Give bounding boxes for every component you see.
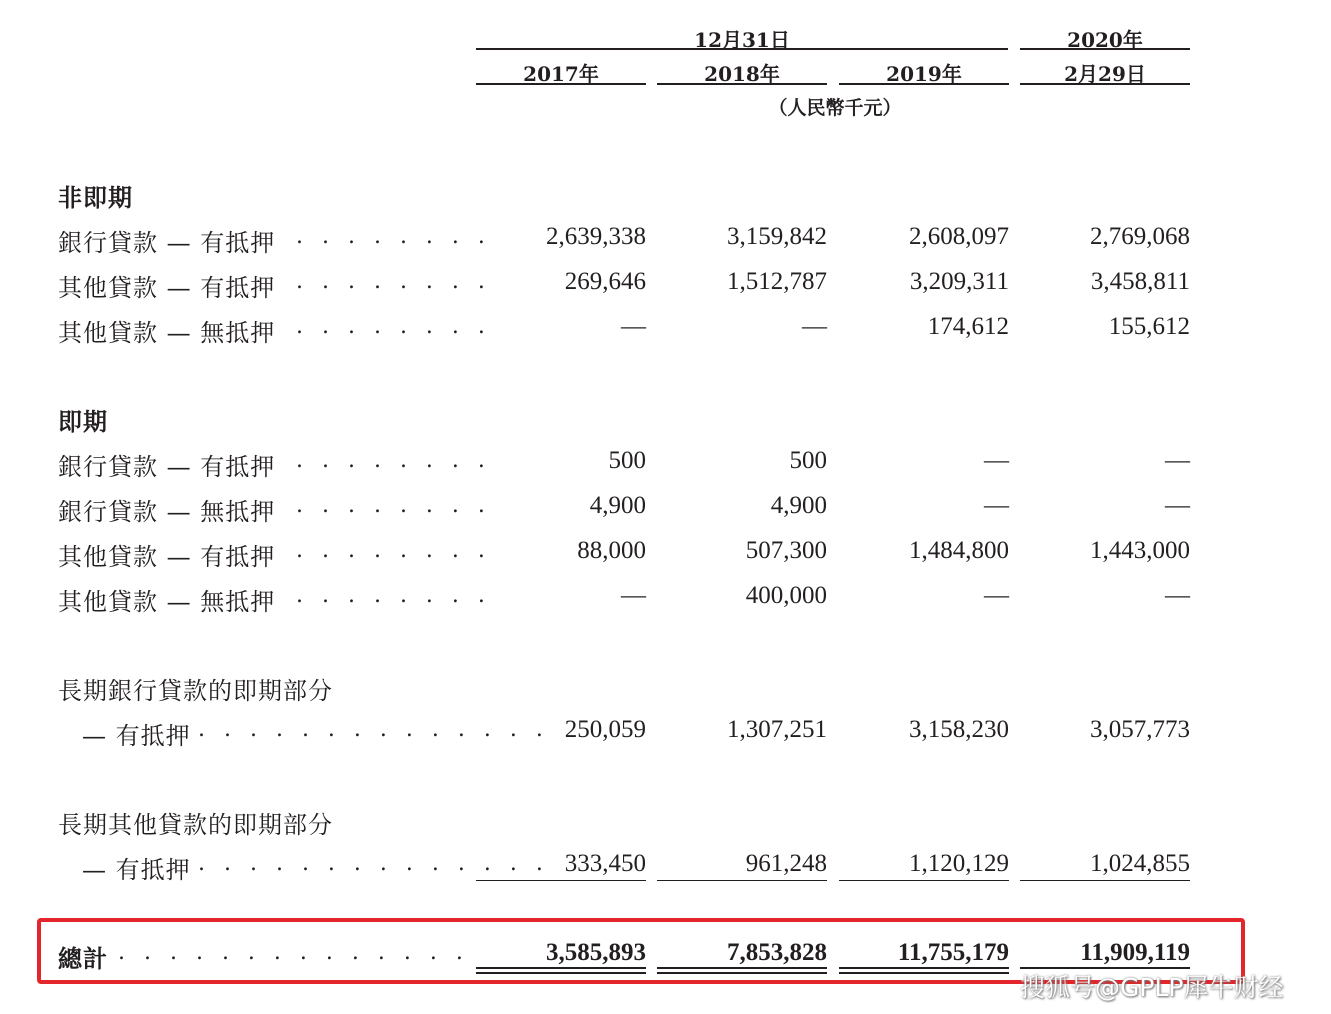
header-rule-col1 — [476, 83, 646, 85]
cell-value: 2,608,097 — [909, 223, 1009, 250]
row-label: 其他貸款 — 有抵押 — [58, 274, 276, 302]
dot-leader: . . . . . . . . — [296, 314, 491, 339]
cell-value: 333,450 — [564, 850, 646, 877]
cell-value: 3,458,811 — [1090, 268, 1190, 295]
cell-value: 1,120,129 — [909, 850, 1009, 877]
header-col-2019: 2019年 — [886, 62, 962, 86]
row-label: 其他貸款 — 有抵押 — [58, 543, 276, 571]
total-value: 7,853,828 — [727, 939, 827, 966]
cell-value: — — [1165, 447, 1190, 474]
header-rule-col3 — [839, 83, 1009, 85]
dot-leader: . . . . . . . . — [296, 448, 491, 473]
cell-value: 1,307,251 — [727, 716, 827, 743]
cell-value: 1,024,855 — [1090, 850, 1190, 877]
cell-value: 250,059 — [564, 716, 646, 743]
subtotal-rule — [839, 880, 1009, 881]
subtotal-rule — [476, 880, 646, 881]
cell-value: 3,057,773 — [1090, 716, 1190, 743]
header-year-2020: 2020年 — [1067, 28, 1143, 52]
total-label: 總計 — [58, 944, 108, 973]
cell-value: — — [1165, 582, 1190, 609]
dot-leader: . . . . . . . . . . . . . . — [118, 940, 469, 965]
header-col-2018: 2018年 — [704, 62, 780, 86]
cell-value: 4,900 — [770, 492, 827, 519]
cell-value: 961,248 — [745, 850, 827, 877]
header-rule-top-2020 — [1020, 48, 1190, 50]
cell-value: 2,769,068 — [1090, 223, 1190, 250]
cell-value: — — [984, 582, 1009, 609]
total-value: 11,755,179 — [897, 939, 1009, 966]
dot-leader: . . . . . . . . — [296, 538, 491, 563]
row-label: — 有抵押 — [82, 856, 191, 884]
section-title-lt-other: 長期其他貸款的即期部分 — [58, 811, 333, 839]
section-title-current: 即期 — [58, 407, 108, 436]
header-rule-col2 — [657, 83, 827, 85]
header-col-2017: 2017年 — [523, 62, 599, 86]
cell-value: — — [621, 313, 646, 340]
cell-value: 3,158,230 — [909, 716, 1009, 743]
header-rule-col4 — [1020, 83, 1190, 85]
cell-value: — — [1165, 492, 1190, 519]
dot-leader: . . . . . . . . . . . . . . — [198, 717, 549, 742]
header-rule-top-group — [476, 48, 1008, 50]
cell-value: 174,612 — [927, 313, 1009, 340]
cell-value: 88,000 — [577, 537, 646, 564]
total-value: 3,585,893 — [546, 939, 646, 966]
row-label: 其他貸款 — 無抵押 — [58, 319, 276, 347]
header-col-feb29: 2月29日 — [1064, 62, 1146, 86]
unit-label: （人民幣千元） — [768, 97, 902, 119]
row-label: 其他貸款 — 無抵押 — [58, 588, 276, 616]
cell-value: — — [984, 447, 1009, 474]
cell-value: 3,209,311 — [909, 268, 1009, 295]
row-label: 銀行貸款 — 無抵押 — [58, 498, 276, 526]
dot-leader: . . . . . . . . — [296, 269, 491, 294]
row-label: — 有抵押 — [82, 722, 191, 750]
section-title-lt-bank: 長期銀行貸款的即期部分 — [58, 677, 333, 705]
total-value: 11,909,119 — [1080, 939, 1190, 966]
dot-leader: . . . . . . . . — [296, 583, 491, 608]
subtotal-rule — [657, 880, 827, 881]
cell-value: 3,159,842 — [727, 223, 827, 250]
section-title-non-current: 非即期 — [58, 183, 133, 212]
row-label: 銀行貸款 — 有抵押 — [58, 453, 276, 481]
row-label: 銀行貸款 — 有抵押 — [58, 229, 276, 257]
header-group-label: 12月31日 — [694, 28, 790, 52]
cell-value: 269,646 — [564, 268, 646, 295]
cell-value: 507,300 — [745, 537, 827, 564]
dot-leader: . . . . . . . . — [296, 493, 491, 518]
cell-value: 4,900 — [589, 492, 646, 519]
cell-value: 1,512,787 — [727, 268, 827, 295]
watermark: 搜狐号@GPLP犀牛财经 — [1020, 973, 1284, 1002]
cell-value: 500 — [608, 447, 646, 474]
dot-leader: . . . . . . . . — [296, 224, 491, 249]
cell-value: 1,443,000 — [1090, 537, 1190, 564]
cell-value: 400,000 — [745, 582, 827, 609]
cell-value: 155,612 — [1108, 313, 1190, 340]
cell-value: — — [621, 582, 646, 609]
subtotal-rule — [1020, 880, 1190, 881]
cell-value: 1,484,800 — [909, 537, 1009, 564]
cell-value: — — [802, 313, 827, 340]
dot-leader: . . . . . . . . . . . . . . — [198, 851, 549, 876]
cell-value: — — [984, 492, 1009, 519]
cell-value: 2,639,338 — [546, 223, 646, 250]
cell-value: 500 — [789, 447, 827, 474]
